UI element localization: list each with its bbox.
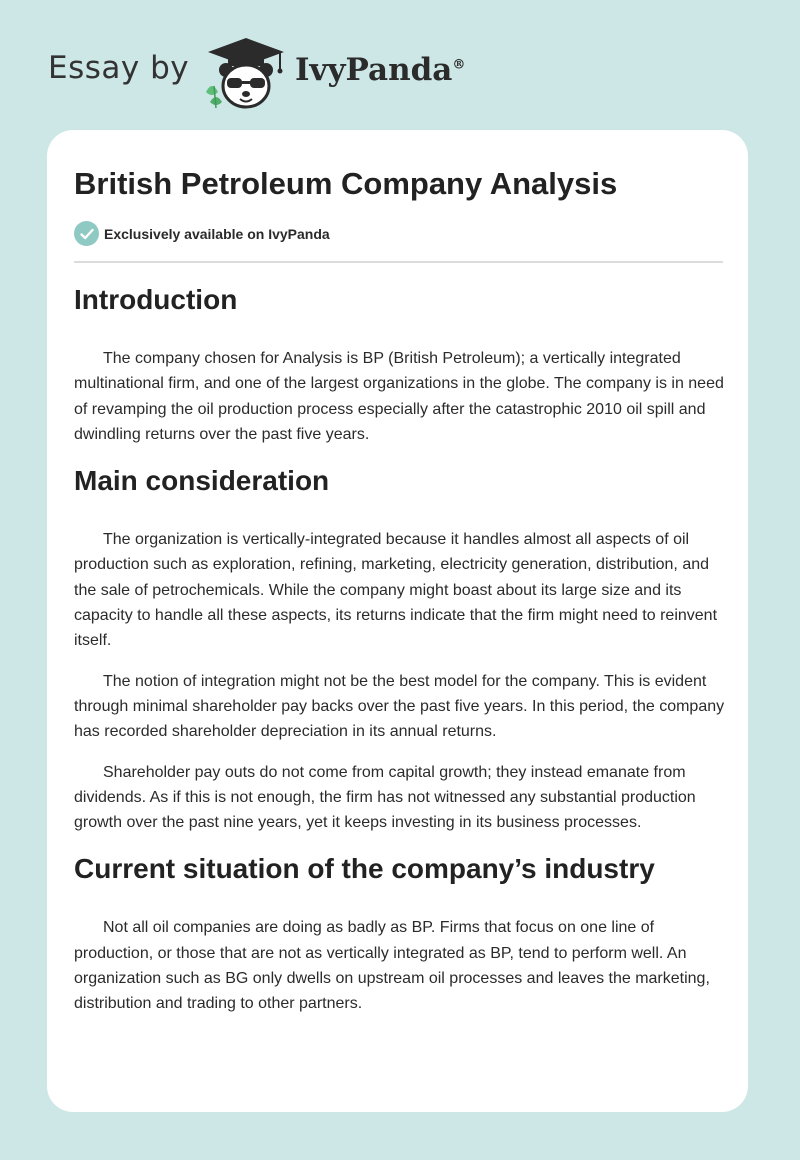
exclusive-badge <box>74 221 330 246</box>
section-heading-main-consideration: Main consideration <box>74 465 330 497</box>
divider <box>74 261 723 263</box>
brand-prefix: Essay by <box>48 50 190 86</box>
article-body <box>74 282 726 1017</box>
brand-name <box>295 52 465 88</box>
paragraph: The company chosen for Analysis is BP (British Petroleum); a vertically integrated multinational firm, and one of the largest organizations in the globe. The company is in need of revamping the oil production process especially after the catastrophic 2010 oil spill and dwindling returns over the past five years. <box>74 350 724 443</box>
panda-mascot-icon <box>200 36 292 110</box>
page-title: British Petroleum Company Analysis <box>74 166 618 201</box>
paragraph: Not all oil companies are doing as badly as BP. Firms that focus on one line of production, or those that are not as vertically integrated as BP, tend to perform well. An organization such as BG only dwells on upstream oil processes and leaves the marketing, distribution and trading to other partners. <box>74 919 710 1013</box>
checkmark-icon <box>74 221 99 246</box>
brand-name-text: IvyPanda <box>295 52 453 88</box>
registered-mark: ® <box>452 57 466 73</box>
paragraph: The notion of integration might not be the best model for the company. This is evident through minimal shareholder pay backs over the past five years. In this period, the company has recorded shareholder depreciation in its annual returns. <box>74 672 725 741</box>
exclusive-badge-label: Exclusively available on IvyPanda <box>104 225 330 242</box>
section-heading-current-situation: Current situation of the company’s industry <box>74 853 655 885</box>
section-heading-introduction: Introduction <box>74 284 238 315</box>
paragraph: Shareholder pay outs do not come from capital growth; they instead emanate from dividends. As if this is not enough, the firm has not witnessed any substantial production growth over the past nine years, yet it keeps investing in its business processes. <box>74 763 696 832</box>
site-header <box>0 0 800 130</box>
paragraph: The organization is vertically-integrated because it handles almost all aspects of oil production such as exploration, refining, marketing, electricity generation, distribution, and the sale of petrochemicals. While the company might boast about its large size and its capacity to handle all these aspects, its returns indicate that the firm might need to reinvent itself. <box>74 531 718 650</box>
article-card <box>47 130 748 1112</box>
